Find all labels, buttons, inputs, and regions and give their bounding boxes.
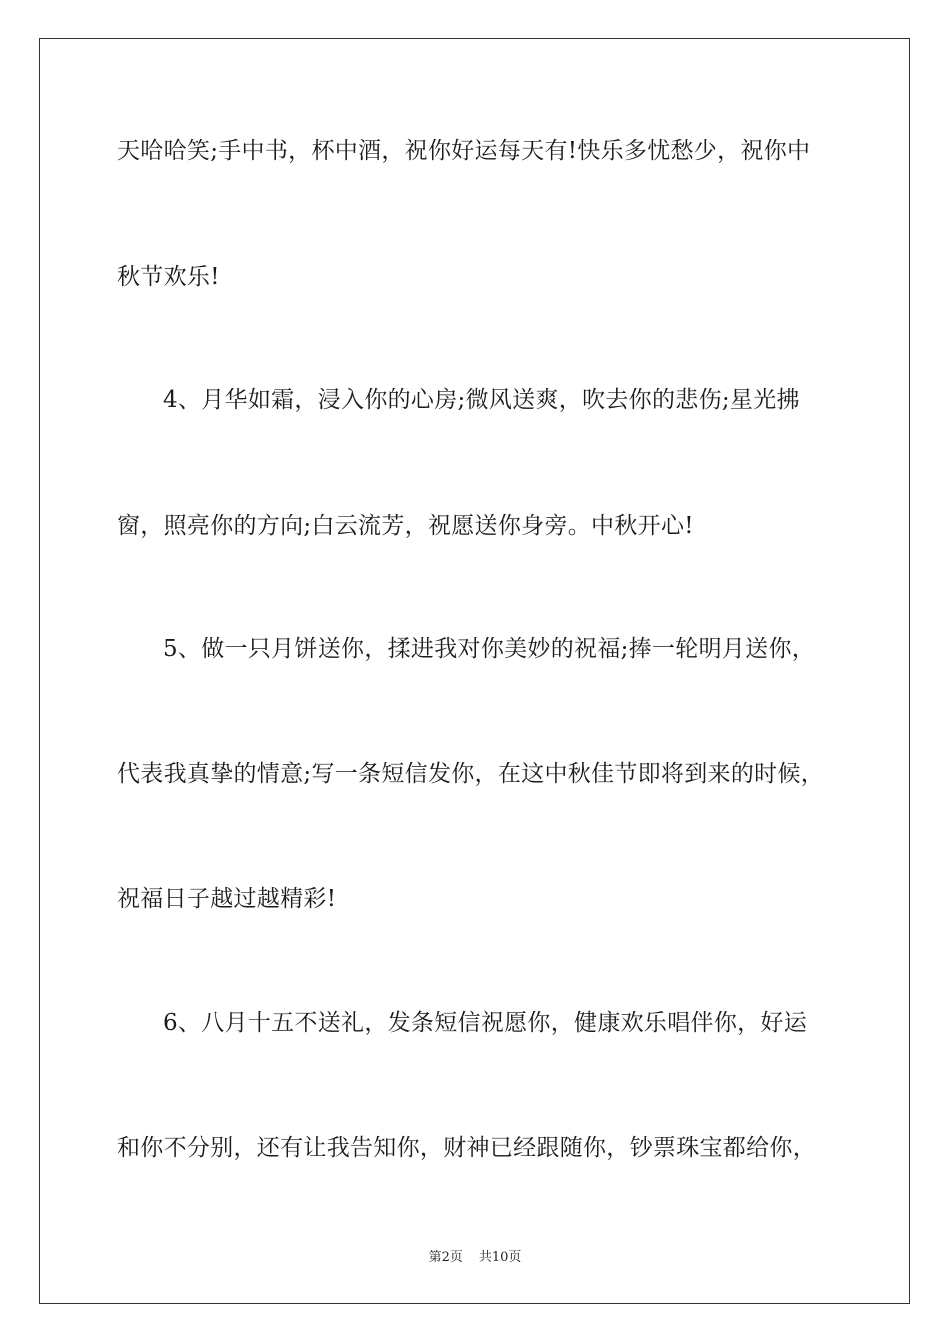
item-5-line-2: 代表我真挚的情意;写一条短信发你，在这中秋佳节即将到来的时候， [117,761,825,787]
page-footer [0,1246,950,1265]
item-4-line-1: 4、月华如霜，浸入你的心房;微风送爽，吹去你的悲伤;星光拂 [163,387,800,413]
body-line-2: 秋节欢乐! [117,264,220,290]
item-6-line-1: 6、八月十五不送礼，发条短信祝愿你，健康欢乐唱伴你，好运 [163,1010,808,1036]
body-line-1: 天哈哈笑;手中书，杯中酒，祝你好运每天有!快乐多忧愁少，祝你中 [117,138,811,164]
item-6-line-2: 和你不分别，还有让我告知你，财神已经跟随你，钞票珠宝都给你， [117,1135,816,1161]
item-4-line-2: 窗，照亮你的方向;白云流芳，祝愿送你身旁。中秋开心! [117,513,694,539]
page-total: 共10页 [478,1250,522,1265]
item-5-line-3: 祝福日子越过越精彩! [117,886,337,912]
page-border [39,38,910,1304]
item-5-line-1: 5、做一只月饼送你，揉进我对你美妙的祝福;捧一轮明月送你， [163,636,816,662]
page-number: 第2页 [428,1250,463,1265]
